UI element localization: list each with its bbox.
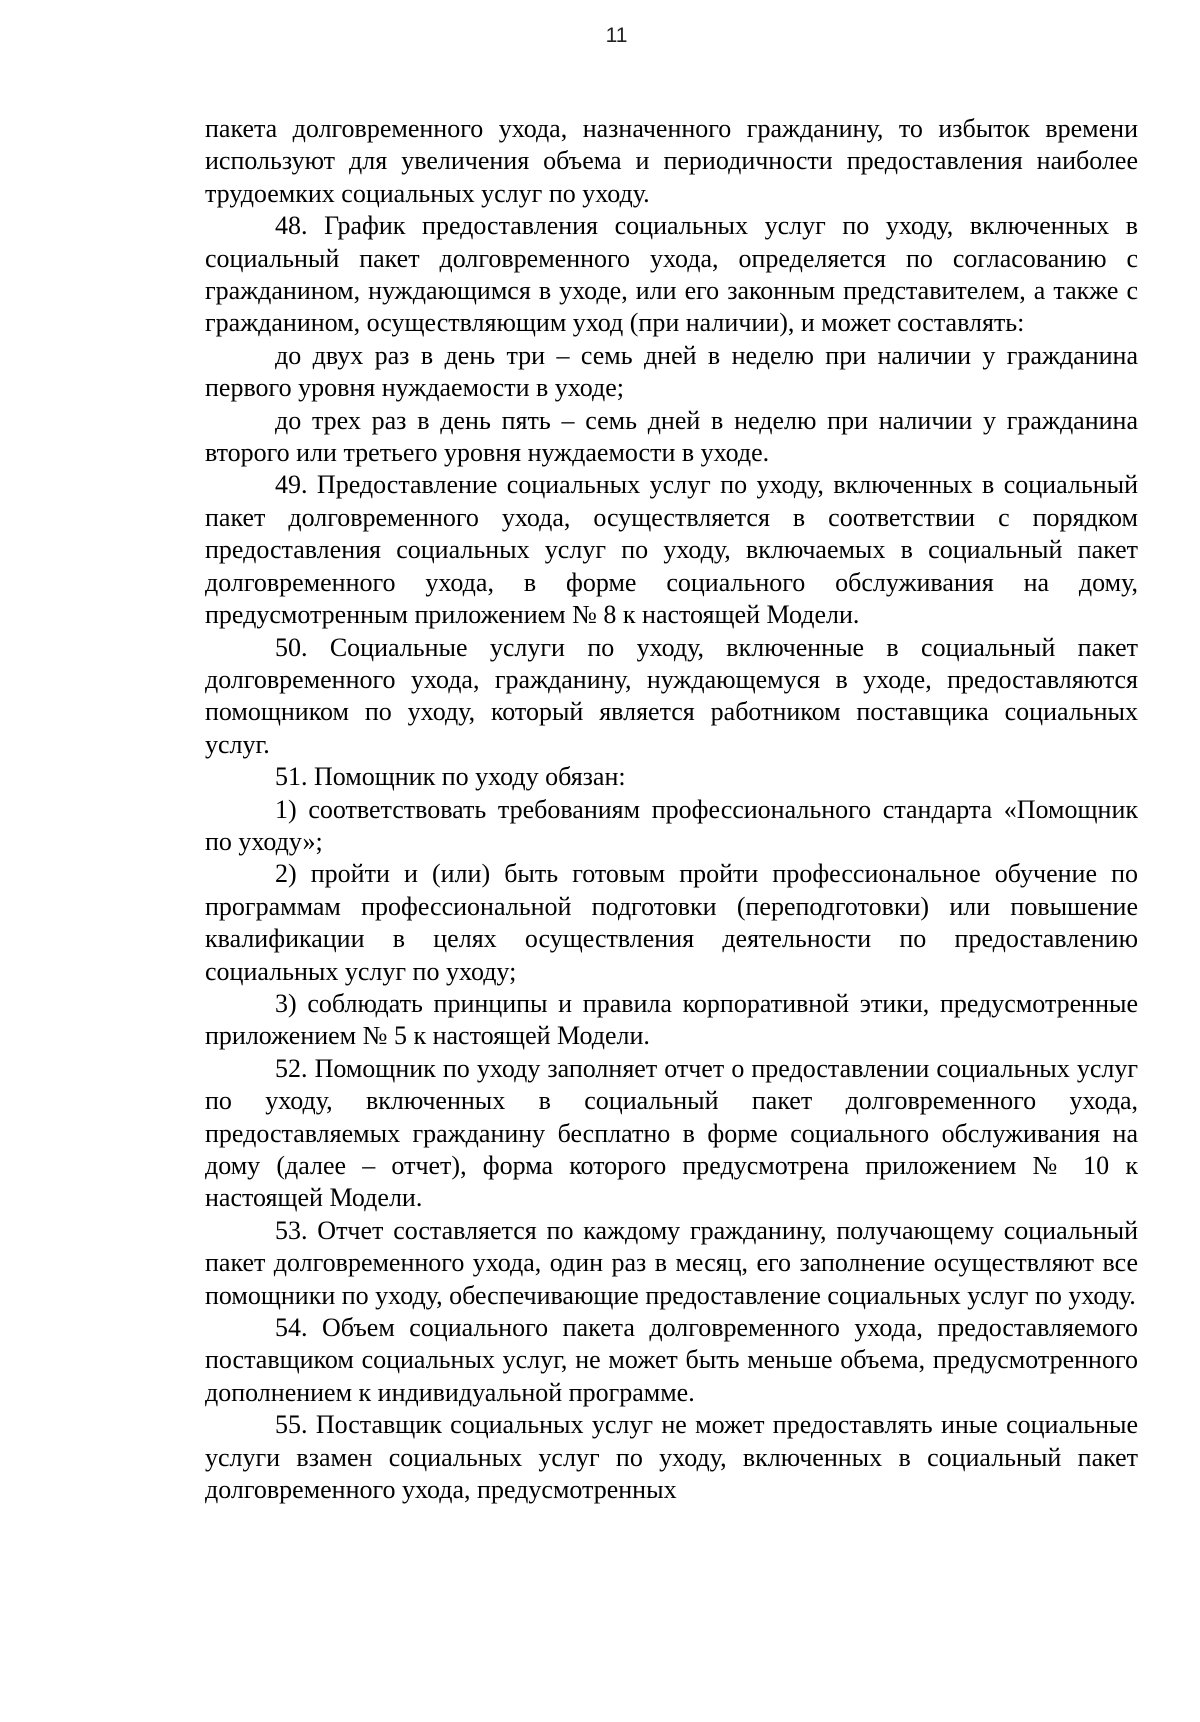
document-body: [205, 113, 1138, 1506]
paragraph-48-option-a: до двух раз в день три – семь дней в неделю при наличии у гражданина первого уровня нуждаемости в уходе;: [205, 340, 1138, 403]
paragraph-55: 55. Поставщик социальных услуг не может предоставлять иные социальные услуги взамен социальных услуг по уходу, включенных в социальный пакет долговременного ухода, предусмотренных: [205, 1410, 1138, 1505]
paragraph-continued: пакета долговременного ухода, назначенного гражданину, то избыток времени используют для увеличения объема и периодичности предоставления наиболее трудоемких социальных услуг по уходу.: [205, 114, 1138, 208]
paragraph-54: 54. Объем социального пакета долговременного ухода, предоставляемого поставщиком социальных услуг, не может быть меньше объема, предусмотренного дополнением к индивидуальной программе.: [205, 1313, 1138, 1407]
page-number: 11: [605, 24, 628, 47]
paragraph-48-option-b: до трех раз в день пять – семь дней в неделю при наличии у гражданина второго или третьего уровня нуждаемости в уходе.: [205, 405, 1138, 468]
paragraph-53: 53. Отчет составляется по каждому гражданину, получающему социальный пакет долговременного ухода, один раз в месяц, его заполнение осуществляют все помощники по уходу, обеспечивающие предоставление социальных услуг по уходу.: [205, 1215, 1138, 1310]
paragraph-50: 50. Социальные услуги по уходу, включенные в социальный пакет долговременного ухода, гражданину, нуждающемуся в уходе, предоставляются помощником по уходу, который является работником поставщика социальных услуг.: [205, 632, 1138, 759]
paragraph-51-item-2: 2) пройти и (или) быть готовым пройти профессиональное обучение по программам профессиональной подготовки (переподготовки) или повышение квалификации в целях осуществления деятельности по предоставлению социальных услуг по уходу;: [205, 859, 1138, 986]
paragraph-51-item-1: 1) соответствовать требованиям профессионального стандарта «Помощник по уходу»;: [205, 794, 1138, 856]
paragraph-51-item-3: 3) соблюдать принципы и правила корпоративной этики, предусмотренные приложением № 5 к настоящей Модели.: [205, 988, 1138, 1051]
paragraph-52: 52. Помощник по уходу заполняет отчет о предоставлении социальных услуг по уходу, включенных в социальный пакет долговременного ухода, предоставляемых гражданину бесплатно в форме социального обслуживания на дому (далее – отчет), форма которого предусмотрена приложением № 10 к настоящей Модели.: [205, 1053, 1138, 1213]
paragraph-48: 48. График предоставления социальных услуг по уходу, включенных в социальный пакет долговременного ухода, определяется по согласованию с гражданином, нуждающимся в уходе, или его законным представителем, а также с гражданином, осуществляющим уход (при наличии), и может составлять:: [205, 211, 1138, 338]
paragraph-49: 49. Предоставление социальных услуг по уходу, включенных в социальный пакет долговременного ухода, осуществляется в соответствии с порядком предоставления социальных услуг по уходу, включаемых в социальный пакет долговременного ухода, в форме социального обслуживания на дому, предусмотренным приложением № 8 к настоящей Модели.: [205, 470, 1138, 630]
paragraph-51: 51. Помощник по уходу обязан:: [275, 762, 626, 792]
